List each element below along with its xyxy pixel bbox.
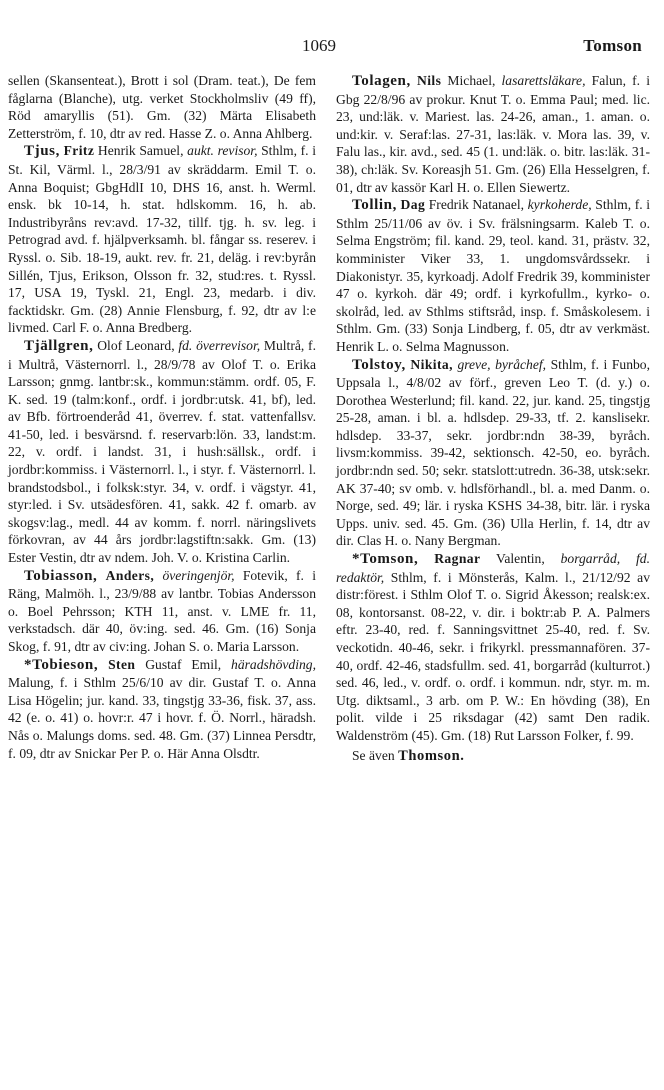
entry-given-rest: Henrik Samuel, [94,143,188,159]
entry-call-name: Sten [108,656,136,672]
entry-call-name: Anders, [105,567,155,583]
entry-body: Sthlm, f. i Funbo, Uppsala l., 4/8/02 av förf., greven Leo T. (d. y.) o. Dorothea Westerlund; fil. kand. 22, jur. kand. 25, tingstjg 25-28, aman. i bl. a. hdlsdep. 29-33, tf. 2. kanslisekr. hdlsdep. 33-37, sekr. jordbr:ndn 38-39, byråch. livsm:kommiss. 39-42, sektionsch. 42-50, eo. byråch. jordbr:ndn sed. 50; sekr. statslott:utredn. 36-38, utsk:sekr. AK 37-40; sv omb. v. hdlsförhandl., bl. a. med Danm. o. Norge, sed. 49; lär. i ryska KSHS 34-38, bitr. lär. i ryska Upps. univ. sed. 45. Gm. (36) Ulla Herlin, f. 14, dtr av dir. Clas H. o. Nany Bergman. [336,356,651,549]
entry-surname: Tobiasson, [24,567,98,584]
entry-tollin [336,196,650,355]
page-number: 1069 [302,36,336,55]
entry-surname: Tjus, [24,143,60,160]
entry-given-name [410,357,457,372]
entry-title: greve, byråchef, [457,356,547,372]
continuation-text: sellen (Skansenteat.), Brott i sol (Dram. teat.), De fem fåglarna (Blanche), utg. verket Stockholmsliv (49 ff), Röd amaryllis (51). Gm. (32) Märta Elisabeth Zetterström, f. 10, dtr av red. Hasse Z. o. Anna Ahlberg. [8,73,316,141]
entry-surname: Tolagen, [352,73,411,89]
entry-tjus [8,142,316,337]
entry-body: Sthlm, f. i Sthlm 25/11/06 av öv. i Sv. frälsningsarm. Kaleb T. o. Selma Engström; fil. kand. 29, teol. kand. 31, prästv. 32, komminister Viker 33, 1. ungdomsvårdssekr. i Diakonistyr. 35, kyrkoadj. Adolf Fredrik 39, komminister 47 o. kyrkoh. där 49; ordf. i kyrkofullm., kyrko- o. skolråd, led. av Sthlms stiftsråd, insp. f. Småskolesem. i Sthlm. Gm. (33) Sonja Lindberg, f. 05, dtr av verkmäst. Henrik L. o. Selma Magnusson. [336,197,651,354]
entry-given-name [106,568,163,583]
entry-title: häradshövding, [231,656,316,672]
entry-title: överingenjör, [162,567,235,583]
entry-body: Falun, f. i Gbg 22/8/96 av prokur. Knut T. o. Emma Paul; med. lic. 23, und:läk. v. Mariest. las. 24-26, aman., 1. aman. o. und:kir. v. Seraf:las. 27-31, las:läk. v. Mora las. 39, v. Falu las., kir. avd., sed. 45 (1. und:läk. o. bitr. las:läk. 31-38), ch:läk. Sv. Koreasjh 51. Gm. (26) Ella Hesselgren, f. 01, dtr av kassör Karl H. o. Ellen Siewertz. [336,73,651,195]
entry-given-rest: Fredrik Natanael, [425,197,528,213]
entry-title: fd. överrevisor, [178,337,261,353]
entry-given-rest: Gustaf Emil, [135,656,232,672]
entry-tjallgren [8,337,316,567]
entry-body: Fotevik, f. i Räng, Malmöh. l., 23/9/88 av lantbr. Tobias Andersson o. Boel Pehrsson; KTH 11, anst. v. LME fr. 11, verkstadsch. där 40, öv:ing. sed. 46. Gm. (16) Sonja Skog, f. 91, dtr av civ:ing. Johan S. o. Maria Larsson. [8,567,316,654]
entry-given-name [93,338,178,353]
entry-given-name [64,143,188,158]
see-also-prefix: Se även [352,747,399,763]
entry-call-name: Ragnar [434,551,481,567]
entry-surname: *Tomson, [352,551,419,568]
entry-tobiasson [8,567,316,656]
entry-body: Sthlm, f. i Mönsterås, Kalm. l., 21/12/92 av distr:förest. i Sthlm Olof T. o. Sigrid Åkesson; realsk:ex. 08, kontorsanst. 08-22, v. dir. i boktr:ab P. A. Palmers eftr. 23-40, red. f. Sanningsvittnet 25-40, red. f. Sv. veckotidn. 40-46, sekr. i frikyrkl. pressmannafören. 37-40, ordf. 42-46, stadsfullm. sed. 41, borgarråd (kulturrot.) sed. 46, led., v. ordf. o. ordf. i kommun. ndr, styr. m. m. Utg. diktsaml., 3 arb. om P. W.: En hövding (38), En polit. vilde i 25 riksdagar (42) samt Den radik. Waldenström (45). Gm. (18) Rut Larsson Folker, f. 99. [336,569,650,743]
entry-given-name [417,73,502,88]
entry-call-name: Nils [417,73,442,88]
entry-title: borgarråd, fd. redaktör, [336,551,650,585]
entry-call-name: Nikita, [410,356,453,372]
see-also-reference [336,747,650,766]
entry-given-name [108,657,231,672]
running-head: Tomson [583,36,642,55]
entry-tolagen [336,72,650,196]
entry-title: lasarettsläkare, [501,73,586,88]
entry-given-rest: Valentin, [480,551,561,567]
entry-tobieson [8,656,316,763]
entry-surname: Tjällgren, [24,337,94,354]
entry-given-rest: Michael, [441,73,502,88]
entry-tolstoy [336,356,650,551]
entry-title: kyrkoherde, [527,197,592,213]
entry-title: aukt. revisor, [187,143,258,159]
right-column [336,72,650,765]
entry-surname: Tolstoy, [352,356,406,373]
page-header [0,36,664,66]
see-also-name: Thomson. [398,747,465,764]
entry-given-name [434,551,560,566]
entry-call-name: Fritz [63,143,95,159]
entry-body: Malung, f. i Sthlm 25/6/10 av dir. Gustaf T. o. Anna Lisa Högelin; jur. kand. 33, tingstjg 33-36, fisk. 37, ass. 42 (e. o. 41) o. hovr:r. 47 i hovr. f. Ö. Norrl., häradsh. Nås o. Malungs doms. sed. 48. Gm. (37) Linnea Persdtr, f. 09, dtr av Snickar Per P. o. Här Anna Olsdtr. [8,675,316,761]
entry-body: Multrå, f. i Multrå, Västernorrl. l., 28/9/78 av Olof T. o. Erika Larsson; gnmg. lantbr:sk., kommun:stämm. ordf. 05, F. K. sed. 19 (talm:konf., ordf. i jordbr:utsk. 41, bf), led. av Bfb. förtroenderåd 41, överrev. f. stat. vattenfallsv. 41-50, led. i besvärsnd. f. reservarb:lön. 33, landst:m. 22, v. ordf. i landst. 31, i hush:sällsk., ordf. i jordbr:kommiss. i Västernorrl. l., i styr. f. Västernorrl. l. brandstodsbol., i folksk:styr. 34, v. ordf. i vägstyr. 41, styr:led. i Sv. utsädesfören. 41, sakk. 42 f. omarb. av skogsv:lag., medl. 44 av komm. f. norrl. näringslivets förkovran, av 44 års jordbr:lagstiftn:sakk. Gm. (13) Ester Vestin, dtr av ndem. Joh. V. o. Kristina Carlin. [8,337,316,566]
entry-given-name [401,197,528,212]
entry-surname: *Tobieson, [24,656,99,673]
left-column [8,72,316,762]
entry-given-rest: Olof Leonard, [93,337,179,353]
entry-body: Sthlm, f. i St. Kil, Värml. l., 28/3/91 av skräddarm. Emil T. o. Anna Boquist; GbgHdlI 10, DHS 16, anst. h. Werml. ensk. bk 10-14, h. stat. hdlskomm. 16, h. ab. Industribyråns rev:avd. 17-32, tillf. tjg. h. sv. leg. i Petrograd avd. f. hjälpverksamh. bl. fångar ss. reserev. i Ryssl. o. Sib. 18-19, aukt. rev. fr. 21, deläg. i rev:byrån Sillén, Tjus, Erikson, Olsson fr. 32, stud:res. t. Ryssl. 17, USA 19, Tyskl. 21, Engl. 23, medarb. i div. facktidskr. Gm. (28) Annie Flensburg, f. 92, dtr av l:e livmed. Carl F. o. Anna Bredberg. [8,143,316,336]
entry-tomson [336,550,650,745]
entry-call-name: Dag [400,197,426,213]
entry-surname: Tollin, [352,197,397,214]
